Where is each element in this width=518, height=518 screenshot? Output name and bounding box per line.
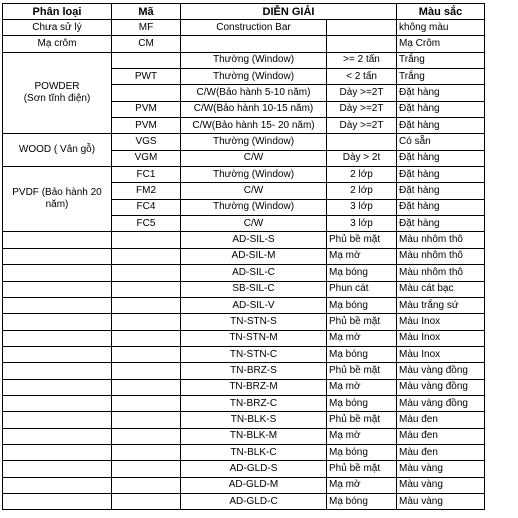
cell-finish: Mạ mờ: [327, 477, 397, 493]
cell-mau: Màu nhôm thô: [397, 248, 485, 264]
cell-finish: Mạ bóng: [327, 297, 397, 313]
cell-empty: [3, 379, 112, 395]
group-powder-title: POWDER: [34, 81, 80, 93]
cell-finish: Mạ bóng: [327, 346, 397, 362]
cell-finish: Mạ bóng: [327, 395, 397, 411]
cell-mau: Màu vàng đồng: [397, 363, 485, 379]
cell-empty: [112, 330, 181, 346]
table-row: [3, 265, 485, 281]
cell-code: AD-SIL-M: [181, 248, 327, 264]
cell-desc: C/W(Bảo hành 5-10 năm): [181, 85, 327, 101]
cell-empty: [3, 395, 112, 411]
cell-empty: [3, 477, 112, 493]
cell-empty: [112, 461, 181, 477]
cell-empty: [3, 346, 112, 362]
cell-spec: [327, 20, 397, 36]
cell-empty: [3, 330, 112, 346]
cell-spec: < 2 tấn: [327, 69, 397, 85]
cell-code: TN-BLK-C: [181, 444, 327, 460]
table-row: [3, 395, 485, 411]
table-row: [3, 444, 485, 460]
cell-mau: Màu trắng sứ: [397, 297, 485, 313]
cell-finish: Mạ mờ: [327, 379, 397, 395]
cell-mau: Màu đen: [397, 428, 485, 444]
cell-spec: 2 lớp: [327, 183, 397, 199]
cell-code: TN-BRZ-C: [181, 395, 327, 411]
cell-empty: [3, 444, 112, 460]
cell-mau: Màu vàng đồng: [397, 395, 485, 411]
cell-empty: [3, 314, 112, 330]
cell-finish: Phủ bề mặt: [327, 232, 397, 248]
cell-finish: Mạ mờ: [327, 428, 397, 444]
table-row: [3, 412, 485, 428]
cell-mau: Màu vàng: [397, 493, 485, 509]
cell-spec: Dày >=2T: [327, 101, 397, 117]
cell-ma: [112, 85, 181, 101]
cell-empty: [3, 412, 112, 428]
cell-empty: [3, 363, 112, 379]
cell-empty: [112, 248, 181, 264]
cell-desc: Thường (Window): [181, 167, 327, 183]
table-row: [3, 477, 485, 493]
cell-empty: [112, 297, 181, 313]
cell-empty: [3, 461, 112, 477]
cell-finish: Mạ bóng: [327, 493, 397, 509]
cell-ma: VGM: [112, 150, 181, 166]
cell-mau: Màu vàng: [397, 461, 485, 477]
cell-spec: 3 lớp: [327, 216, 397, 232]
cell-desc: Thường (Window): [181, 69, 327, 85]
cell-finish: Phủ bề mặt: [327, 363, 397, 379]
cell-ma: CM: [112, 36, 181, 52]
cell-empty: [3, 265, 112, 281]
group-ma-crom: Mạ crôm: [3, 36, 112, 52]
table-row: [3, 314, 485, 330]
cell-empty: [3, 493, 112, 509]
header-row: [3, 4, 485, 20]
cell-empty: [3, 232, 112, 248]
table-row: [3, 52, 485, 68]
table-row: [3, 461, 485, 477]
cell-mau: Đặt hàng: [397, 85, 485, 101]
cell-ma: FC4: [112, 199, 181, 215]
header-ma: Mã: [112, 4, 181, 20]
cell-code: TN-STN-S: [181, 314, 327, 330]
table-row: [3, 167, 485, 183]
table-row: [3, 134, 485, 150]
header-dien-giai: DIỄN GIẢI: [181, 4, 397, 20]
cell-mau: Màu nhôm thô: [397, 232, 485, 248]
cell-desc: C/W: [181, 150, 327, 166]
group-pvdf: PVDF (Bảo hành 20 năm): [3, 167, 112, 232]
cell-spec: Dày > 2t: [327, 150, 397, 166]
cell-ma: FM2: [112, 183, 181, 199]
cell-empty: [112, 477, 181, 493]
cell-finish: Phủ bề mặt: [327, 314, 397, 330]
table-row: [3, 379, 485, 395]
cell-mau: Đặt hàng: [397, 150, 485, 166]
cell-mau: Màu nhôm thô: [397, 265, 485, 281]
table-row: [3, 36, 485, 52]
cell-mau: Màu Inox: [397, 330, 485, 346]
cell-desc: C/W: [181, 183, 327, 199]
cell-ma: FC5: [112, 216, 181, 232]
header-mau-sac: Màu sắc: [397, 4, 485, 20]
cell-spec: 3 lớp: [327, 199, 397, 215]
table-row: [3, 363, 485, 379]
cell-empty: [112, 379, 181, 395]
cell-code: AD-SIL-V: [181, 297, 327, 313]
cell-empty: [112, 281, 181, 297]
cell-code: SB-SIL-C: [181, 281, 327, 297]
cell-empty: [3, 248, 112, 264]
cell-mau: Đặt hàng: [397, 183, 485, 199]
group-powder: [3, 52, 112, 134]
group-chua-su-ly: Chưa sử lý: [3, 20, 112, 36]
cell-code: TN-BRZ-S: [181, 363, 327, 379]
cell-ma: MF: [112, 20, 181, 36]
cell-empty: [112, 363, 181, 379]
cell-empty: [112, 412, 181, 428]
cell-ma: PVM: [112, 101, 181, 117]
cell-desc: Thường (Window): [181, 134, 327, 150]
cell-spec: 2 lớp: [327, 167, 397, 183]
cell-ma: PVM: [112, 118, 181, 134]
table-row: [3, 346, 485, 362]
cell-code: AD-GLD-S: [181, 461, 327, 477]
table-row: [3, 330, 485, 346]
cell-code: TN-BRZ-M: [181, 379, 327, 395]
cell-finish: Mạ bóng: [327, 265, 397, 281]
table-row: [3, 20, 485, 36]
cell-empty: [112, 265, 181, 281]
cell-desc: Construction Bar: [181, 20, 327, 36]
cell-mau: Trắng: [397, 52, 485, 68]
cell-mau: Đặt hàng: [397, 101, 485, 117]
cell-desc: C/W: [181, 216, 327, 232]
cell-mau: Màu Inox: [397, 314, 485, 330]
cell-empty: [3, 281, 112, 297]
cell-empty: [112, 493, 181, 509]
cell-finish: Phủ bề mặt: [327, 412, 397, 428]
cell-desc: Thường (Window): [181, 199, 327, 215]
cell-empty: [112, 346, 181, 362]
cell-mau: Đặt hàng: [397, 167, 485, 183]
cell-empty: [112, 395, 181, 411]
cell-ma: [112, 52, 181, 68]
cell-finish: Phun cát: [327, 281, 397, 297]
cell-mau: Trắng: [397, 69, 485, 85]
header-phan-loai: Phân loại: [3, 4, 112, 20]
table-row: [3, 428, 485, 444]
cell-finish: Mạ mờ: [327, 248, 397, 264]
cell-desc: Thường (Window): [181, 52, 327, 68]
cell-mau: Màu Inox: [397, 346, 485, 362]
cell-desc: C/W(Bảo hành 15- 20 năm): [181, 118, 327, 134]
cell-code: TN-BLK-S: [181, 412, 327, 428]
cell-empty: [112, 314, 181, 330]
table-row: [3, 232, 485, 248]
table-row: [3, 248, 485, 264]
cell-mau: Màu đen: [397, 444, 485, 460]
cell-mau: Đặt hàng: [397, 216, 485, 232]
cell-ma: VGS: [112, 134, 181, 150]
cell-mau: Đặt hàng: [397, 118, 485, 134]
cell-code: AD-SIL-S: [181, 232, 327, 248]
cell-mau: Đặt hàng: [397, 199, 485, 215]
cell-empty: [3, 428, 112, 444]
group-wood: WOOD ( Vân gỗ): [3, 134, 112, 167]
cell-code: AD-GLD-C: [181, 493, 327, 509]
cell-finish: Mạ mờ: [327, 330, 397, 346]
cell-spec: [327, 36, 397, 52]
cell-desc: C/W(Bảo hành 10-15 năm): [181, 101, 327, 117]
cell-code: AD-GLD-M: [181, 477, 327, 493]
cell-empty: [112, 428, 181, 444]
cell-mau: Màu cát bạc: [397, 281, 485, 297]
cell-code: AD-SIL-C: [181, 265, 327, 281]
cell-code: TN-STN-M: [181, 330, 327, 346]
cell-ma: FC1: [112, 167, 181, 183]
cell-finish: Phủ bề mặt: [327, 461, 397, 477]
cell-mau: Màu vàng: [397, 477, 485, 493]
cell-spec: >= 2 tấn: [327, 52, 397, 68]
cell-finish: Mạ bóng: [327, 444, 397, 460]
group-powder-subtitle: (Sơn tĩnh điện): [23, 93, 91, 105]
table-row: [3, 281, 485, 297]
cell-empty: [112, 444, 181, 460]
cell-mau: không màu: [397, 20, 485, 36]
cell-spec: Dày >=2T: [327, 85, 397, 101]
cell-mau: Màu vàng đồng: [397, 379, 485, 395]
table-row: [3, 297, 485, 313]
cell-desc: [181, 36, 327, 52]
cell-spec: [327, 134, 397, 150]
cell-empty: [3, 297, 112, 313]
cell-mau: Màu đen: [397, 412, 485, 428]
cell-empty: [112, 232, 181, 248]
cell-code: TN-STN-C: [181, 346, 327, 362]
table-row: [3, 493, 485, 509]
cell-code: TN-BLK-M: [181, 428, 327, 444]
cell-mau: Có sẵn: [397, 134, 485, 150]
cell-ma: PWT: [112, 69, 181, 85]
cell-spec: Dày >=2T: [327, 118, 397, 134]
cell-mau: Mạ Crôm: [397, 36, 485, 52]
color-code-table: [2, 3, 485, 510]
